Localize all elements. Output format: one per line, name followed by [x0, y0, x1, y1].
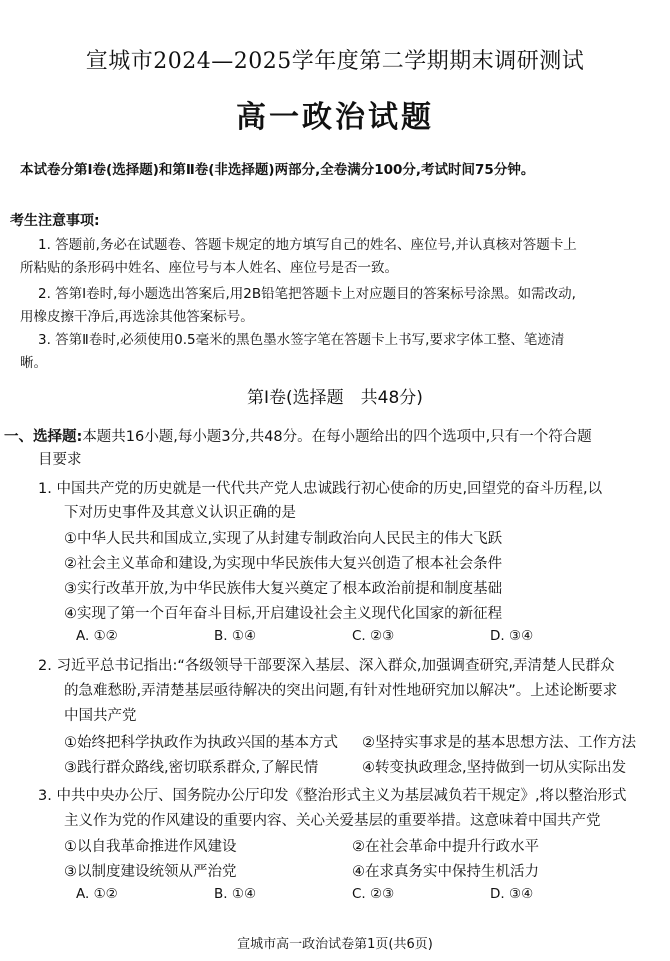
question-3-stem: 主义作为党的作风建设的重要内容、关心关爱基层的重要举措。这意味着中国共产党 [64, 813, 601, 829]
question-3-item: ④在求真务实中保持生机活力 [352, 864, 539, 880]
question-1-stem: 下对历史事件及其意义认识正确的是 [64, 505, 296, 521]
page-footer: 宣城市高一政治试卷第1页(共6页) [237, 937, 433, 952]
question-1-option-c[interactable]: C. ②③ [352, 628, 395, 644]
question-3-option-a[interactable]: A. ①② [76, 886, 118, 902]
note-line: 用橡皮擦干净后,再选涂其他答案标号。 [20, 309, 254, 325]
section-instruction-label: 一、选择题: [4, 429, 83, 445]
question-1-stem: 1. 中国共产党的历史就是一代代共产党人忠诚践行初心使命的历史,回望党的奋斗历程,以 [38, 481, 603, 497]
question-3-option-c[interactable]: C. ②③ [352, 886, 395, 902]
question-2-item: ④转变执政理念,坚持做到一切从实际出发 [362, 760, 627, 776]
question-3-option-b[interactable]: B. ①④ [214, 886, 257, 902]
question-1-option-d[interactable]: D. ③④ [490, 628, 534, 644]
question-3-item: ②在社会革命中提升行政水平 [352, 839, 539, 855]
exam-title: 宣城市2024—2025学年度第二学期期末调研测试 [85, 49, 585, 74]
question-2-stem: 的急难愁盼,弄清楚基层亟待解决的突出问题,有针对性地研究加以解决”。上述论断要求 [64, 683, 618, 699]
question-2-item: ②坚持实事求是的基本思想方法、工作方法 [362, 735, 636, 751]
notes-heading: 考生注意事项: [10, 213, 100, 229]
exam-subtitle: 高一政治试题 [236, 100, 434, 135]
question-1-option-b[interactable]: B. ①④ [214, 628, 257, 644]
question-3-item: ①以自我革命推进作风建设 [64, 839, 237, 855]
question-3-item: ③以制度建设统领从严治党 [64, 864, 237, 880]
note-line: 2. 答第Ⅰ卷时,每小题选出答案后,用2B铅笔把答题卡上对应题目的答案标号涂黑。如需改动, [38, 286, 576, 302]
question-2-item: ①始终把科学执政作为执政兴国的基本方式 [64, 735, 338, 751]
question-1-item: ③实行改革开放,为中华民族伟大复兴奠定了根本政治前提和制度基础 [64, 581, 503, 597]
question-1-item: ①中华人民共和国成立,实现了从封建专制政治向人民民主的伟大飞跃 [64, 531, 503, 547]
exam-intro: 本试卷分第Ⅰ卷(选择题)和第Ⅱ卷(非选择题)两部分,全卷满分100分,考试时间75分钟。 [20, 162, 535, 178]
section-instruction-cont: 目要求 [38, 452, 82, 468]
question-1-item: ④实现了第一个百年奋斗目标,开启建设社会主义现代化国家的新征程 [64, 606, 503, 622]
question-1-item: ②社会主义革命和建设,为实现中华民族伟大复兴创造了根本社会条件 [64, 556, 503, 572]
note-item [20, 283, 658, 329]
note-line: 晰。 [20, 355, 47, 371]
question-2-item: ③践行群众路线,密切联系群众,了解民情 [64, 760, 319, 776]
question-3-option-d[interactable]: D. ③④ [490, 886, 534, 902]
note-line: 1. 答题前,务必在试题卷、答题卡规定的地方填写自己的姓名、座位号,并认真核对答题卡上 [38, 237, 577, 253]
note-line: 3. 答第Ⅱ卷时,必须使用0.5毫米的黑色墨水签字笔在答题卡上书写,要求字体工整、笔迹清 [38, 332, 565, 348]
note-item [20, 329, 658, 375]
note-item [20, 234, 658, 280]
section-instruction [4, 425, 592, 446]
note-line: 所粘贴的条形码中姓名、座位号与本人姓名、座位号是否一致。 [20, 260, 398, 276]
question-1-option-a[interactable]: A. ①② [76, 628, 118, 644]
question-3-stem: 3. 中共中央办公厅、国务院办公厅印发《整治形式主义为基层减负若干规定》,将以整治形式 [38, 788, 627, 804]
section-title: 第Ⅰ卷(选择题 共48分) [247, 388, 423, 408]
question-2-stem: 2. 习近平总书记指出:“各级领导干部要深入基层、深入群众,加强调查研究,弄清楚人民群众 [38, 658, 615, 674]
question-2-stem: 中国共产党 [64, 708, 137, 724]
section-instruction-text: 本题共16小题,每小题3分,共48分。在每小题给出的四个选项中,只有一个符合题 [82, 429, 592, 445]
